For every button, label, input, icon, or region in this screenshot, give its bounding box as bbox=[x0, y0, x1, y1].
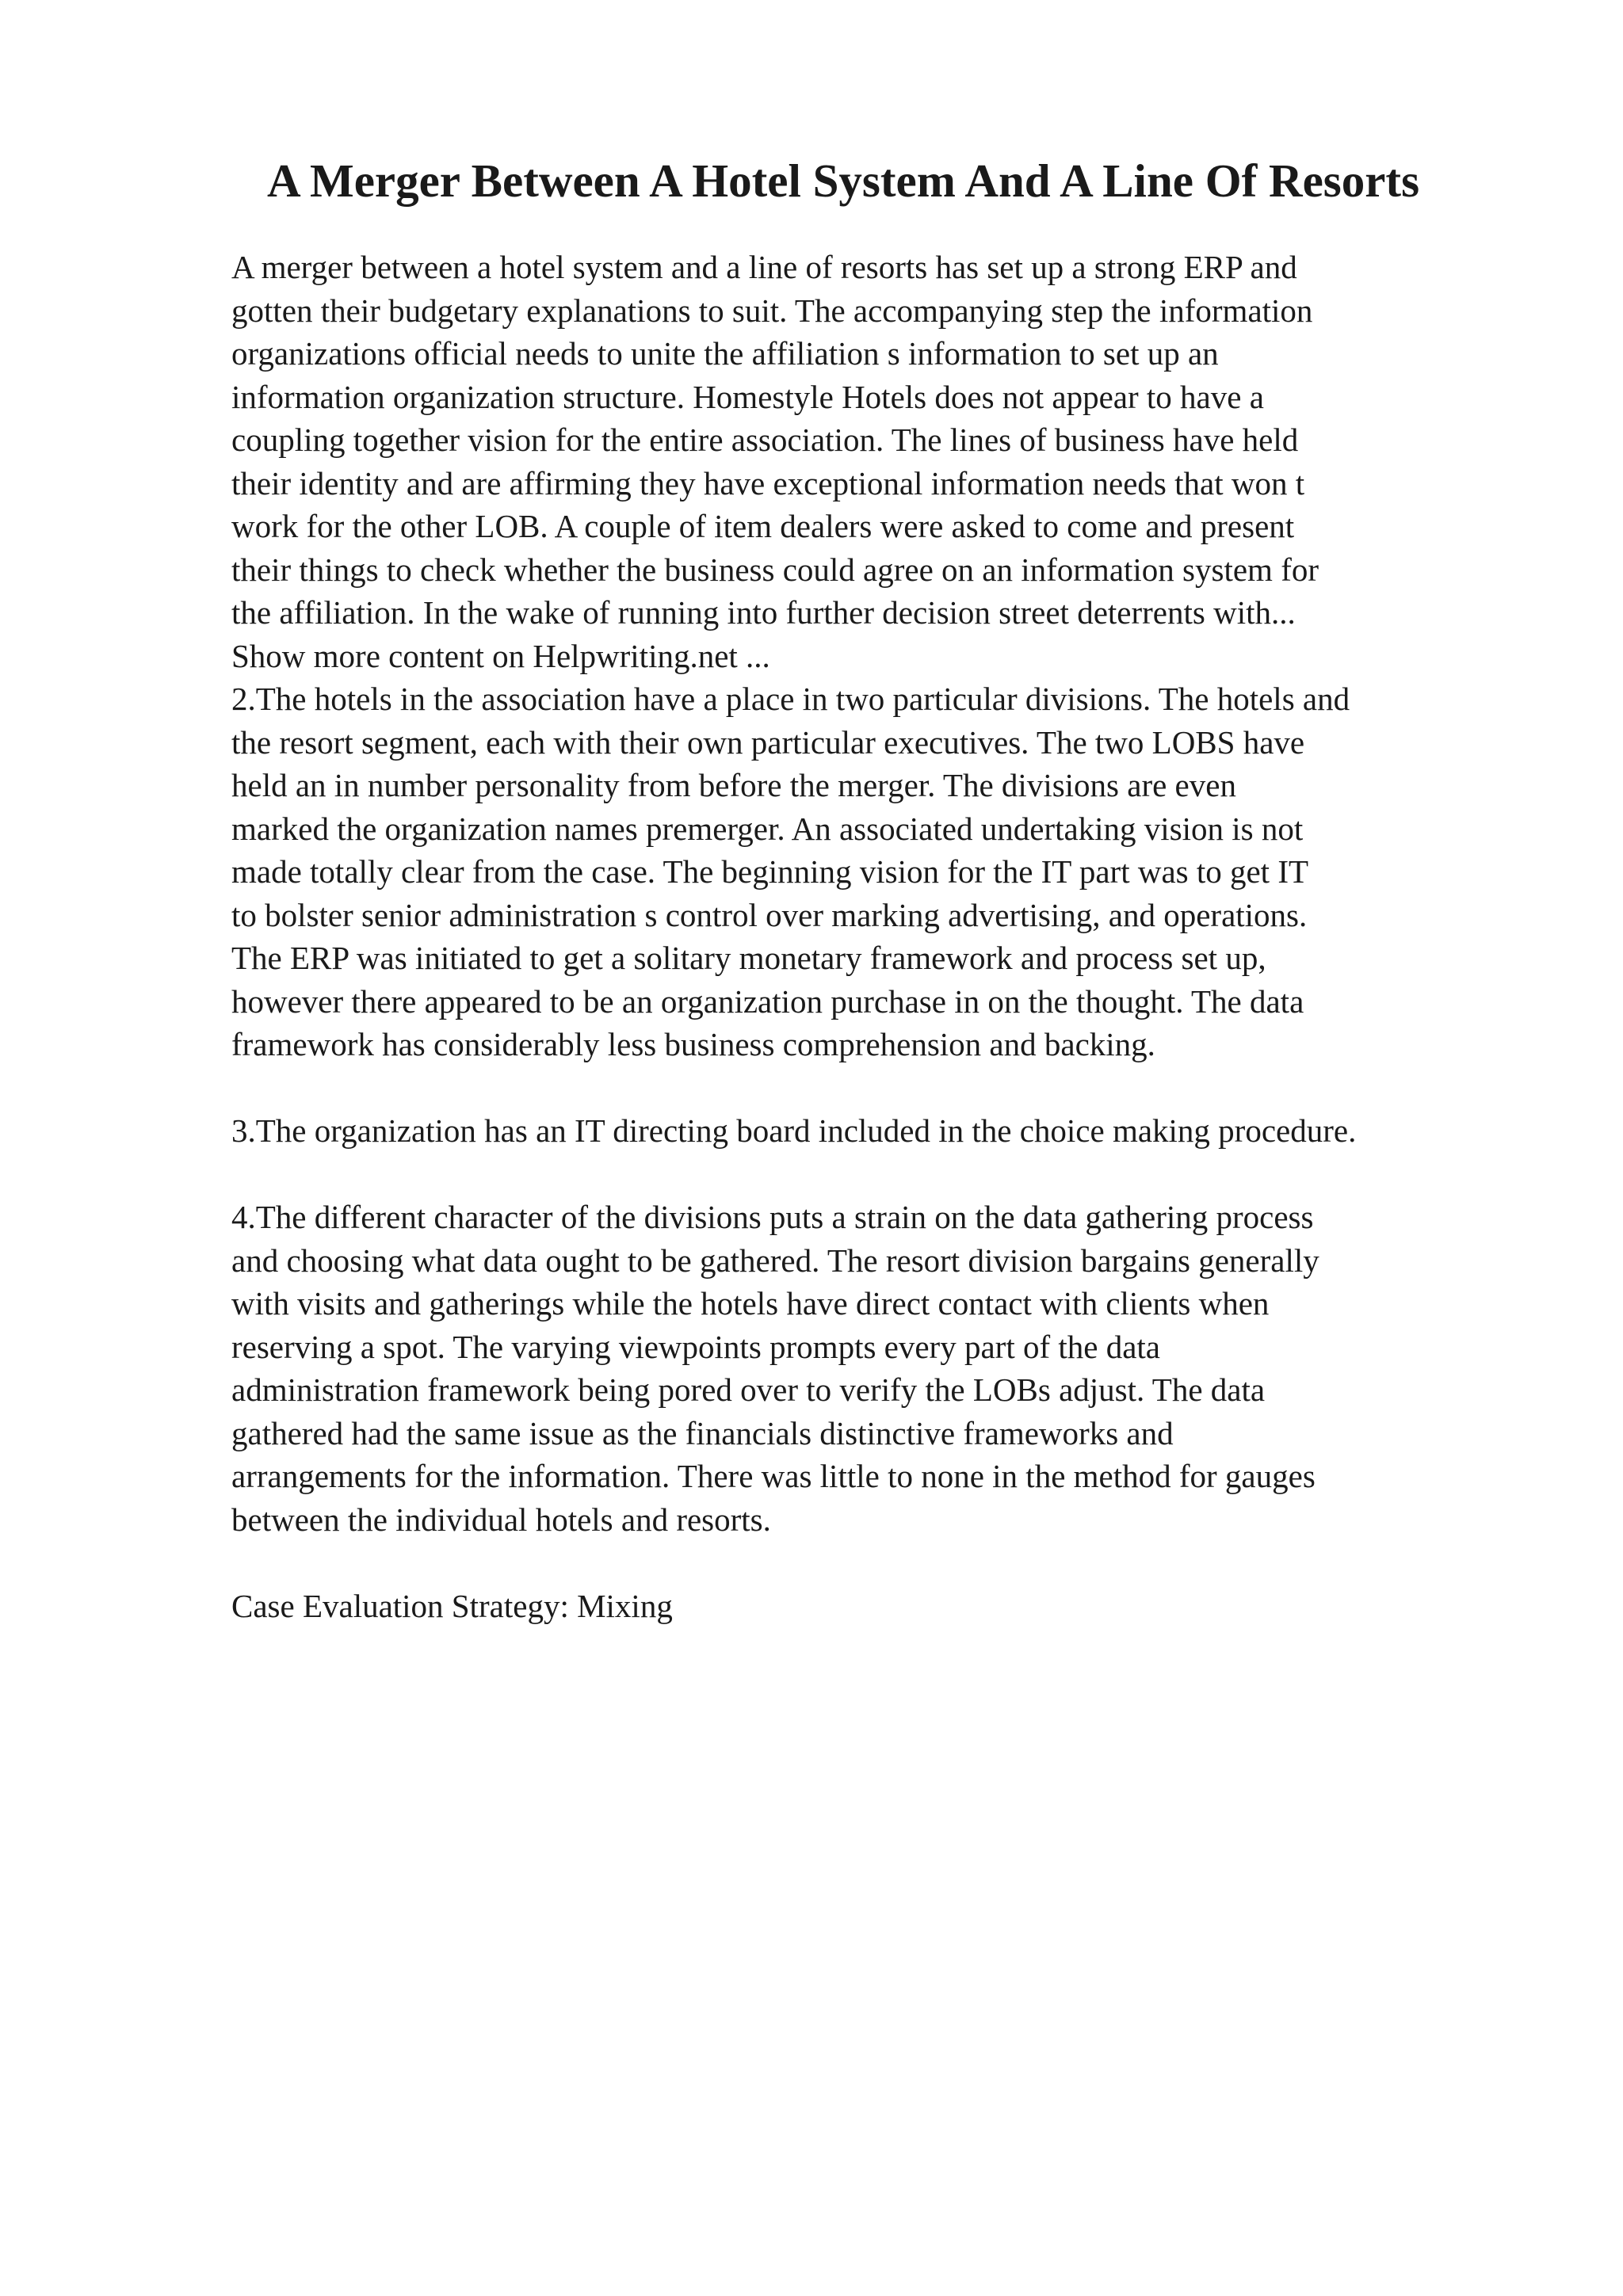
paragraph-spacer bbox=[231, 1066, 1515, 1110]
text-line: however there appeared to be an organization purchase in on the thought. The data bbox=[231, 982, 1304, 1020]
text-line: administration framework being pored over to verify the LOBs adjust. The data bbox=[231, 1371, 1266, 1408]
text-line: between the individual hotels and resorts. bbox=[231, 1501, 771, 1538]
text-line: and choosing what data ought to be gathered. The resort division bargains generally bbox=[231, 1241, 1319, 1279]
text-line: gotten their budgetary explanations to suit. The accompanying step the information bbox=[231, 292, 1313, 329]
text-line: work for the other LOB. A couple of item dealers were asked to come and present bbox=[231, 508, 1295, 544]
text-line: held an in number personality from before the merger. The divisions are even bbox=[231, 767, 1236, 803]
paragraph-4 bbox=[231, 1585, 1515, 1628]
show-more-text: Show more content on Helpwriting.net ... bbox=[231, 637, 770, 674]
text-line: to bolster senior administration s control over marking advertising, and operations. bbox=[231, 896, 1308, 933]
paragraph-spacer bbox=[231, 1153, 1515, 1196]
text-line: information organization structure. Homestyle Hotels does not appear to have a bbox=[231, 378, 1264, 415]
text-line: gathered had the same issue as the financials distinctive frameworks and bbox=[231, 1414, 1174, 1451]
paragraph-spacer bbox=[231, 1541, 1515, 1585]
text-line: with visits and gatherings while the hotels have direct contact with clients when bbox=[231, 1285, 1270, 1322]
text-line: the resort segment, each with their own particular executives. The two LOBS have bbox=[231, 723, 1305, 761]
text-line: A merger between a hotel system and a line of resorts has set up a strong ERP and bbox=[231, 249, 1297, 285]
text-line: the affiliation. In the wake of running into further decision street deterrents with... bbox=[231, 594, 1296, 631]
text-line: 4.The different character of the divisions puts a strain on the data gathering process bbox=[231, 1199, 1314, 1235]
text-line: The ERP was initiated to get a solitary monetary framework and process set up, bbox=[231, 940, 1266, 976]
text-line: 2.The hotels in the association have a place in two particular divisions. The hotels and bbox=[231, 681, 1350, 717]
text-line: Case Evaluation Strategy: Mixing bbox=[231, 1587, 673, 1624]
text-line: marked the organization names premerger. An associated undertaking vision is not bbox=[231, 810, 1304, 847]
text-line: coupling together vision for the entire association. The lines of business have held bbox=[231, 421, 1299, 458]
paragraph-2 bbox=[231, 1109, 1515, 1153]
text-line: 3.The organization has an IT directing board included in the choice making procedure. bbox=[231, 1112, 1357, 1149]
text-line: their things to check whether the business could agree on an information system for bbox=[231, 551, 1319, 588]
text-line: framework has considerably less business comprehension and backing. bbox=[231, 1026, 1155, 1062]
document-title: A Merger Between A Hotel System And A Line Of Resorts bbox=[266, 154, 1420, 207]
text-line: arrangements for the information. There was little to none in the method for gauges bbox=[231, 1458, 1316, 1494]
text-line: reserving a spot. The varying viewpoints prompts every part of the data bbox=[231, 1328, 1160, 1365]
document-body bbox=[231, 246, 1515, 1627]
text-line: organizations official needs to unite the affiliation s information to set up an bbox=[231, 335, 1219, 372]
text-line: made totally clear from the case. The beginning vision for the IT part was to get IT bbox=[231, 853, 1309, 890]
paragraph-1 bbox=[231, 246, 1515, 1066]
paragraph-3 bbox=[231, 1196, 1515, 1541]
text-line: their identity and are affirming they have exceptional information needs that won t bbox=[231, 464, 1305, 502]
